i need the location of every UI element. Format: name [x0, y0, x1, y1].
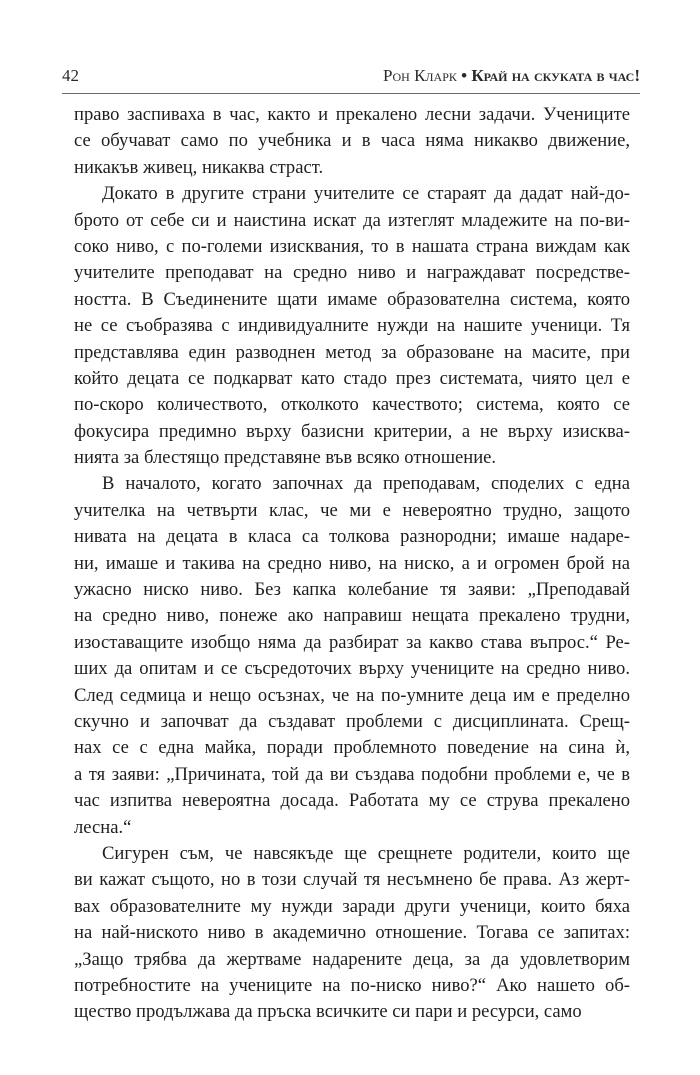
text-line: ви кажат същото, но в този случай тя несъмнено бе права. Аз жерт-	[74, 869, 630, 891]
text-line: нах се с една майка, поради проблемното поведение на сина ѝ,	[74, 737, 630, 759]
text-line: соко ниво, с по-големи изисквания, то в нашата страна виждам как	[74, 235, 630, 257]
text-line: ших да опитам и се съсредоточих върху учениците на средно ниво.	[74, 658, 630, 680]
text-line: лесна.“	[74, 816, 132, 838]
body-text	[74, 102, 630, 1026]
text-line: ни, имаше и такива на средно ниво, на ниско, а и огромен брой на	[74, 552, 630, 574]
text-line: В началото, когато започнах да преподавам, споделих с една	[102, 473, 630, 495]
text-line: а тя заяви: „Причината, той да ви създава подобни проблеми е, че в	[74, 763, 630, 785]
text-line: „Защо трябва да жертваме надарените деца, за да удовлетворим	[74, 948, 630, 970]
page-number: 42	[62, 66, 79, 85]
header-rule	[62, 93, 640, 94]
text-line: Докато в другите страни учителите се стараят да дадат най-до-	[102, 183, 630, 205]
text-line: се обучават само по учебника и в часа няма никакво движение,	[74, 130, 630, 152]
text-line: ужасно ниско ниво. Без капка колебание тя заяви: „Преподавай	[74, 579, 630, 601]
text-line: нивата на децата в класа са толкова разнородни; имаше надаре-	[74, 526, 630, 548]
header-author-title	[383, 66, 640, 86]
text-line: на най-ниското ниво в академично отношение. Тогава се запитах:	[74, 922, 630, 944]
text-line: Сигурен съм, че навсякъде ще срещнете родители, които ще	[102, 842, 630, 864]
header-author: Рон Кларк	[383, 66, 457, 85]
text-line: брото от себе си и наистина искат да изтеглят младежите на по-ви-	[74, 209, 630, 231]
text-line: учителите преподават на средно ниво и награждават посредстве-	[74, 262, 630, 284]
text-line: учителка на четвърти клас, че ми е невероятно трудно, защото	[74, 499, 630, 521]
text-line: час изпитва невероятна досада. Работата му се струва прекалено	[74, 790, 630, 812]
text-line: който децата се подкарват като стадо през системата, чиято цел е	[74, 367, 630, 389]
text-line: никакъв живец, никаква страст.	[74, 156, 324, 178]
header-separator: •	[456, 66, 472, 85]
header-book-title: Край на скуката в час!	[471, 66, 640, 85]
text-line: право заспиваха в час, както и прекалено лесни задачи. Учениците	[74, 104, 630, 125]
paragraph	[74, 181, 630, 471]
text-line: След седмица и нещо осъзнах, че на по-умните деца им е пределно	[74, 684, 630, 706]
text-line: щество продължава да пръска всичките си пари и ресурси, само	[74, 1001, 582, 1023]
text-line: потребностите на учениците на по-ниско ниво?“ Ако нашето об-	[74, 974, 630, 996]
text-line: по-скоро количеството, отколкото качеството; система, която се	[74, 394, 630, 416]
paragraph	[74, 102, 630, 181]
text-line: представлява един разводнен метод за образоване на масите, при	[74, 341, 630, 363]
text-line: на средно ниво, понеже ако направиш нещата прекалено трудни,	[74, 605, 630, 627]
text-line: скучно и започват да създават проблеми с дисциплината. Срещ-	[74, 710, 630, 732]
paragraph	[74, 471, 630, 840]
text-line: ността. В Съединените щати имаме образователна система, която	[74, 288, 630, 310]
text-line: изоставащите изобщо няма да разбират за какво става въпрос.“ Ре-	[74, 631, 630, 653]
running-head	[62, 66, 640, 88]
text-line: фокусира предимно върху базисни критерии, а не върху изисква-	[74, 420, 630, 442]
text-line: нията за блестящо представяне във всяко отношение.	[74, 447, 497, 469]
text-line: не се съобразява с индивидуалните нужди на нашите ученици. Тя	[74, 315, 630, 337]
paragraph	[74, 841, 630, 1026]
text-line: вах образователните му нужди заради други ученици, които бяха	[74, 895, 630, 917]
